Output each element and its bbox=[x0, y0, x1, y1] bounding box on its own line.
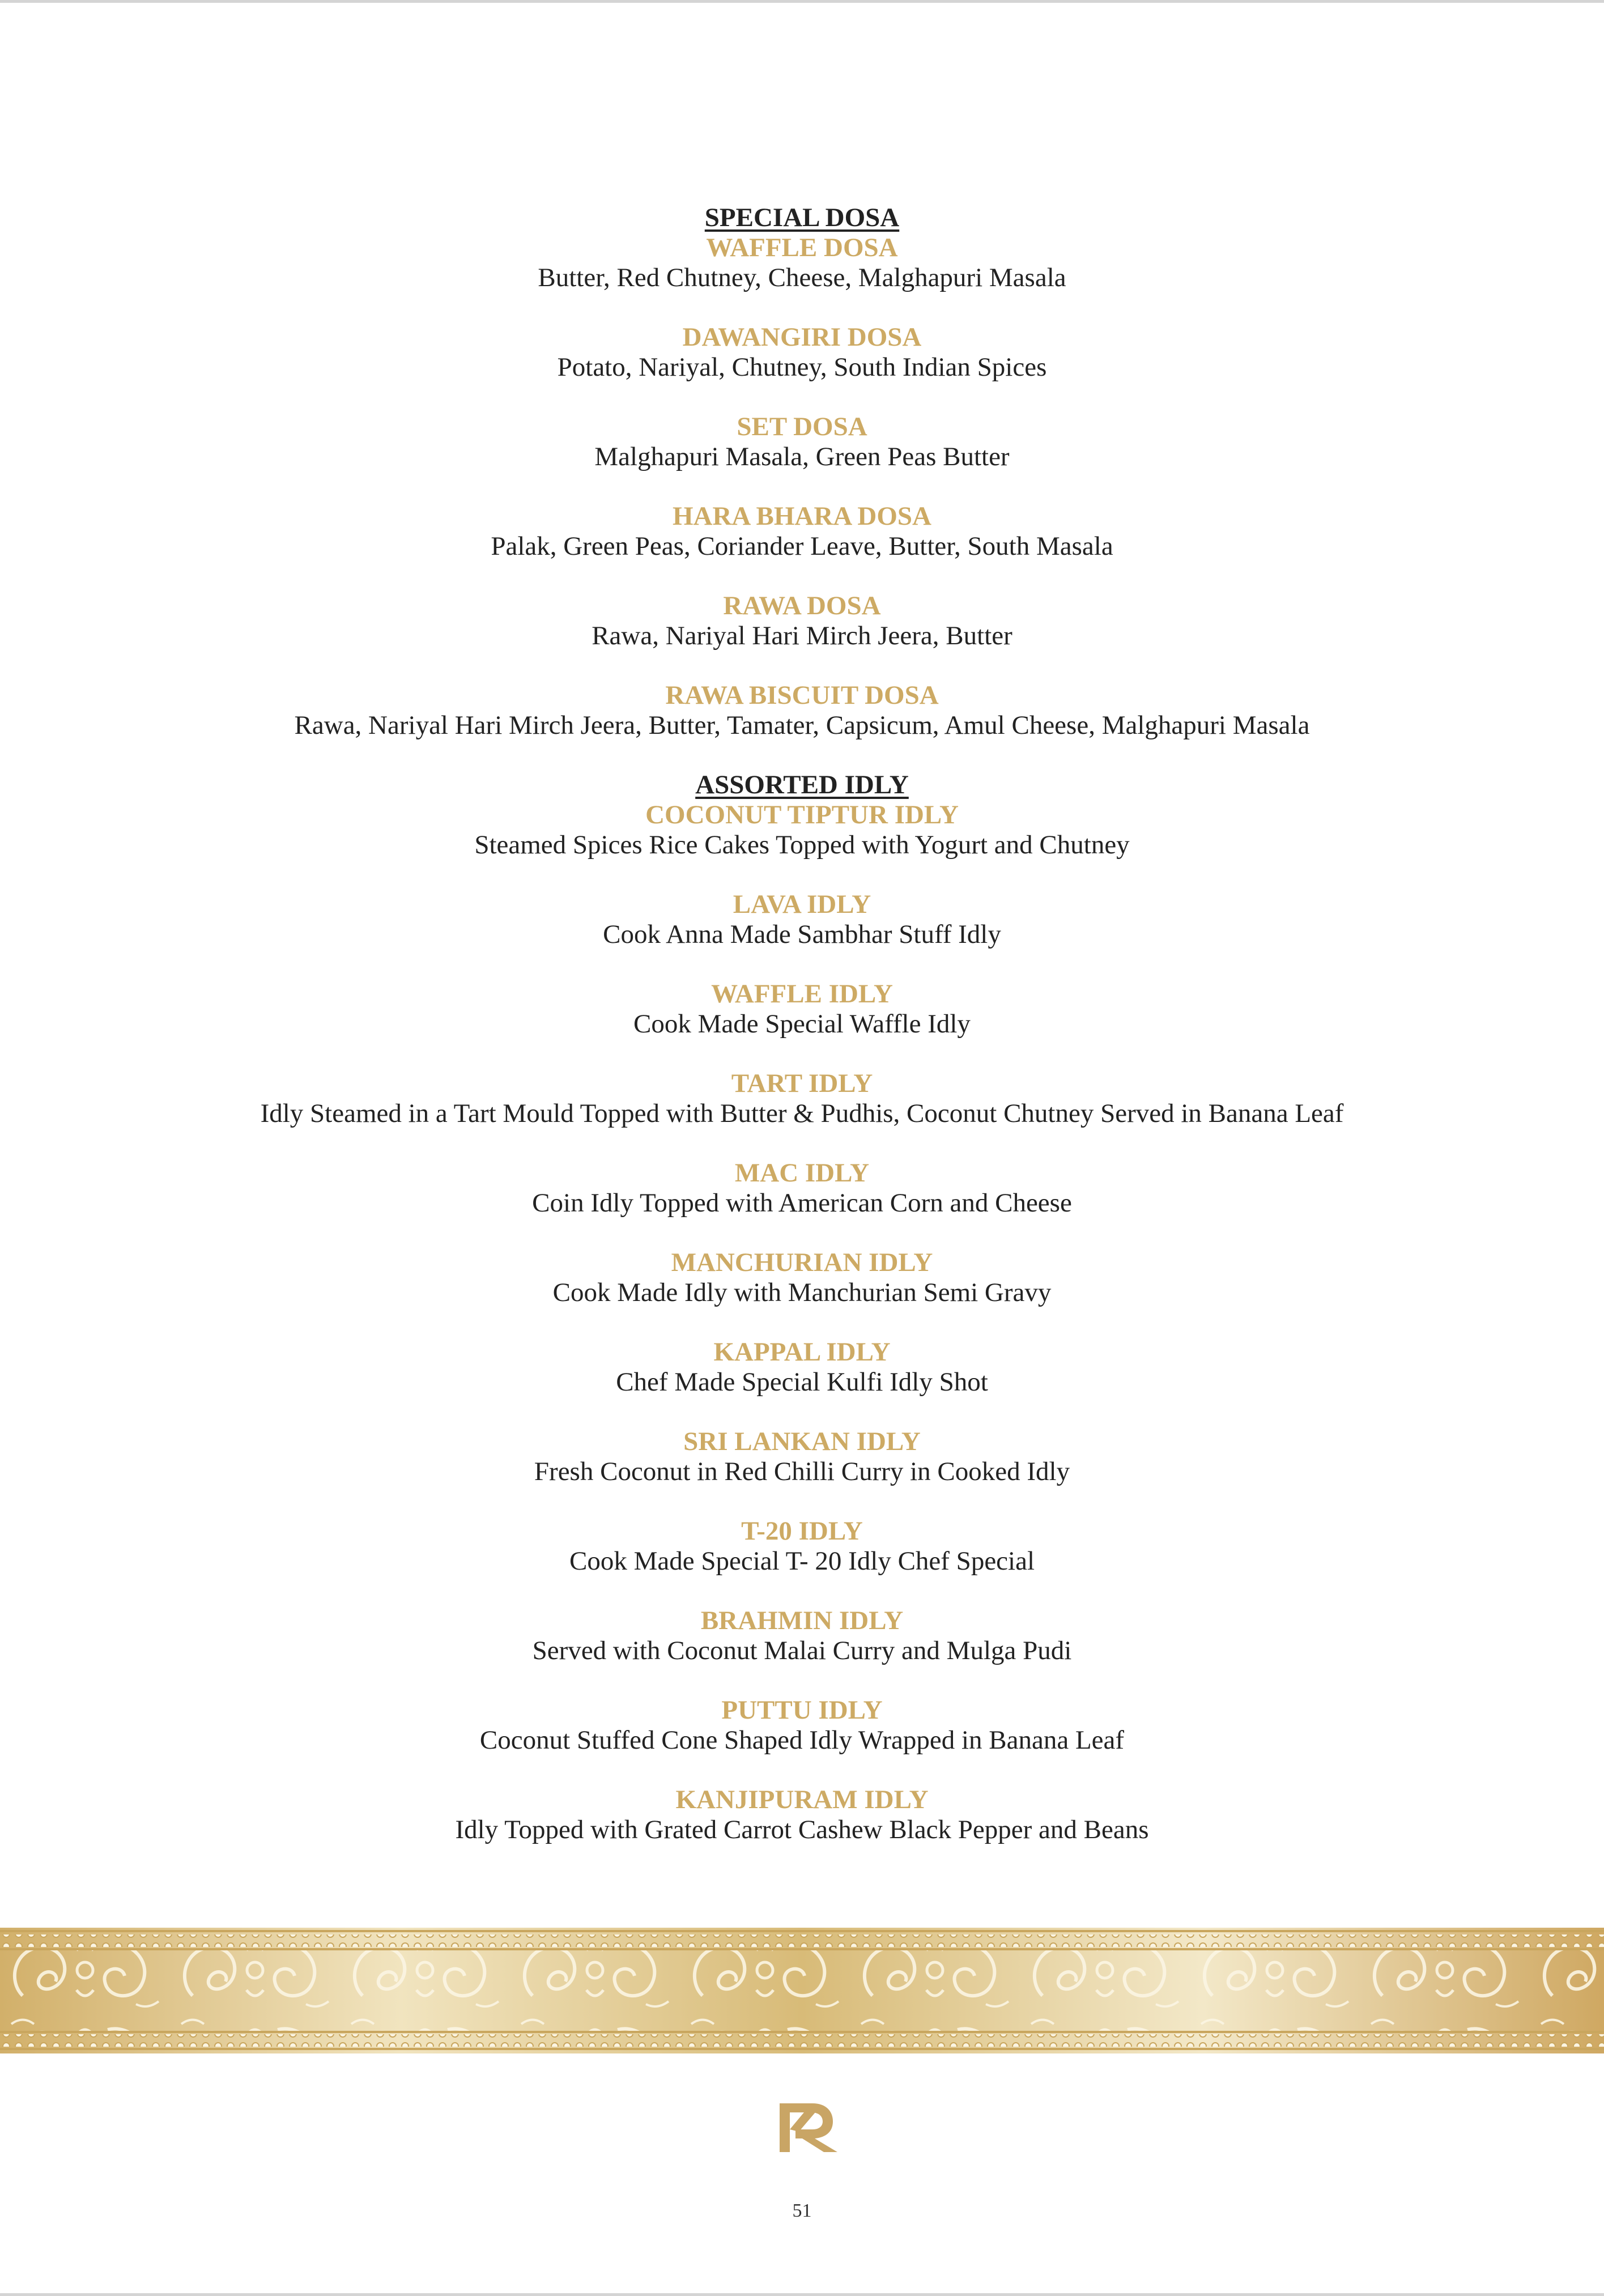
menu-item bbox=[0, 681, 1604, 741]
menu-item bbox=[0, 1785, 1604, 1845]
item-description: Malghapuri Masala, Green Peas Butter bbox=[594, 442, 1010, 471]
item-description: Idly Steamed in a Tart Mould Topped with Butter & Pudhis, Coconut Chutney Served in Banana Leaf bbox=[260, 1099, 1344, 1128]
item-name: WAFFLE IDLY bbox=[711, 979, 893, 1009]
item-name: KAPPAL IDLY bbox=[713, 1337, 891, 1367]
section-title: SPECIAL DOSA bbox=[704, 203, 900, 232]
item-name: TART IDLY bbox=[731, 1069, 873, 1098]
item-description: Coconut Stuffed Cone Shaped Idly Wrapped in Banana Leaf bbox=[479, 1725, 1125, 1755]
menu-item bbox=[0, 501, 1604, 562]
item-description: Steamed Spices Rice Cakes Topped with Yogurt and Chutney bbox=[474, 830, 1130, 860]
item-description: Cook Made Idly with Manchurian Semi Gravy bbox=[552, 1278, 1052, 1307]
item-name: LAVA IDLY bbox=[733, 890, 871, 919]
item-description: Fresh Coconut in Red Chilli Curry in Cooked Idly bbox=[534, 1457, 1070, 1486]
item-name: HARA BHARA DOSA bbox=[672, 501, 931, 531]
menu-item bbox=[0, 591, 1604, 651]
menu-item bbox=[0, 1516, 1604, 1576]
menu-content bbox=[0, 203, 1604, 1845]
decorative-paisley-border bbox=[0, 1928, 1604, 2053]
item-description: Idly Topped with Grated Carrot Cashew Black Pepper and Beans bbox=[455, 1815, 1149, 1844]
top-rule bbox=[0, 0, 1604, 3]
item-name: COCONUT TIPTUR IDLY bbox=[645, 800, 959, 830]
item-name: MAC IDLY bbox=[734, 1158, 870, 1188]
item-name: SET DOSA bbox=[737, 412, 867, 441]
section-assorted-idly bbox=[0, 770, 1604, 1845]
menu-item bbox=[0, 1695, 1604, 1755]
menu-item bbox=[0, 800, 1604, 860]
item-description: Cook Made Special Waffle Idly bbox=[633, 1009, 971, 1039]
item-name: RAWA DOSA bbox=[723, 591, 881, 620]
menu-item bbox=[0, 322, 1604, 382]
section-title: ASSORTED IDLY bbox=[695, 770, 909, 800]
item-description: Coin Idly Topped with American Corn and Cheese bbox=[532, 1188, 1072, 1218]
item-name: BRAHMIN IDLY bbox=[700, 1606, 904, 1635]
item-description: Butter, Red Chutney, Cheese, Malghapuri Masala bbox=[538, 263, 1066, 292]
menu-item bbox=[0, 233, 1604, 293]
menu-item bbox=[0, 1427, 1604, 1487]
item-description: Cook Anna Made Sambhar Stuff Idly bbox=[603, 920, 1001, 949]
section-special-dosa bbox=[0, 203, 1604, 741]
menu-item bbox=[0, 1069, 1604, 1129]
item-description: Rawa, Nariyal Hari Mirch Jeera, Butter, Tamater, Capsicum, Amul Cheese, Malghapuri Masala bbox=[294, 711, 1310, 740]
page-number: 51 bbox=[792, 2200, 812, 2221]
menu-item bbox=[0, 1337, 1604, 1397]
item-description: Potato, Nariyal, Chutney, South Indian Spices bbox=[557, 352, 1047, 382]
menu-item bbox=[0, 890, 1604, 950]
menu-item bbox=[0, 979, 1604, 1039]
item-name: MANCHURIAN IDLY bbox=[671, 1248, 933, 1277]
item-name: RAWA BISCUIT DOSA bbox=[665, 681, 939, 710]
menu-item bbox=[0, 1158, 1604, 1218]
item-name: T-20 IDLY bbox=[741, 1516, 863, 1546]
menu-item bbox=[0, 412, 1604, 472]
item-name: KANJIPURAM IDLY bbox=[675, 1785, 929, 1814]
menu-item bbox=[0, 1248, 1604, 1308]
item-description: Served with Coconut Malai Curry and Mulga Pudi bbox=[532, 1636, 1072, 1665]
menu-item bbox=[0, 1606, 1604, 1666]
item-description: Chef Made Special Kulfi Idly Shot bbox=[616, 1367, 988, 1397]
kr-logo bbox=[778, 2102, 841, 2153]
bottom-rule bbox=[0, 2293, 1604, 2296]
item-description: Cook Made Special T- 20 Idly Chef Special bbox=[569, 1546, 1035, 1576]
item-name: DAWANGIRI DOSA bbox=[682, 322, 922, 352]
item-description: Rawa, Nariyal Hari Mirch Jeera, Butter bbox=[592, 621, 1012, 650]
item-description: Palak, Green Peas, Coriander Leave, Butter, South Masala bbox=[491, 532, 1113, 561]
item-name: SRI LANKAN IDLY bbox=[683, 1427, 921, 1456]
item-name: PUTTU IDLY bbox=[721, 1695, 883, 1725]
item-name: WAFFLE DOSA bbox=[706, 233, 898, 262]
